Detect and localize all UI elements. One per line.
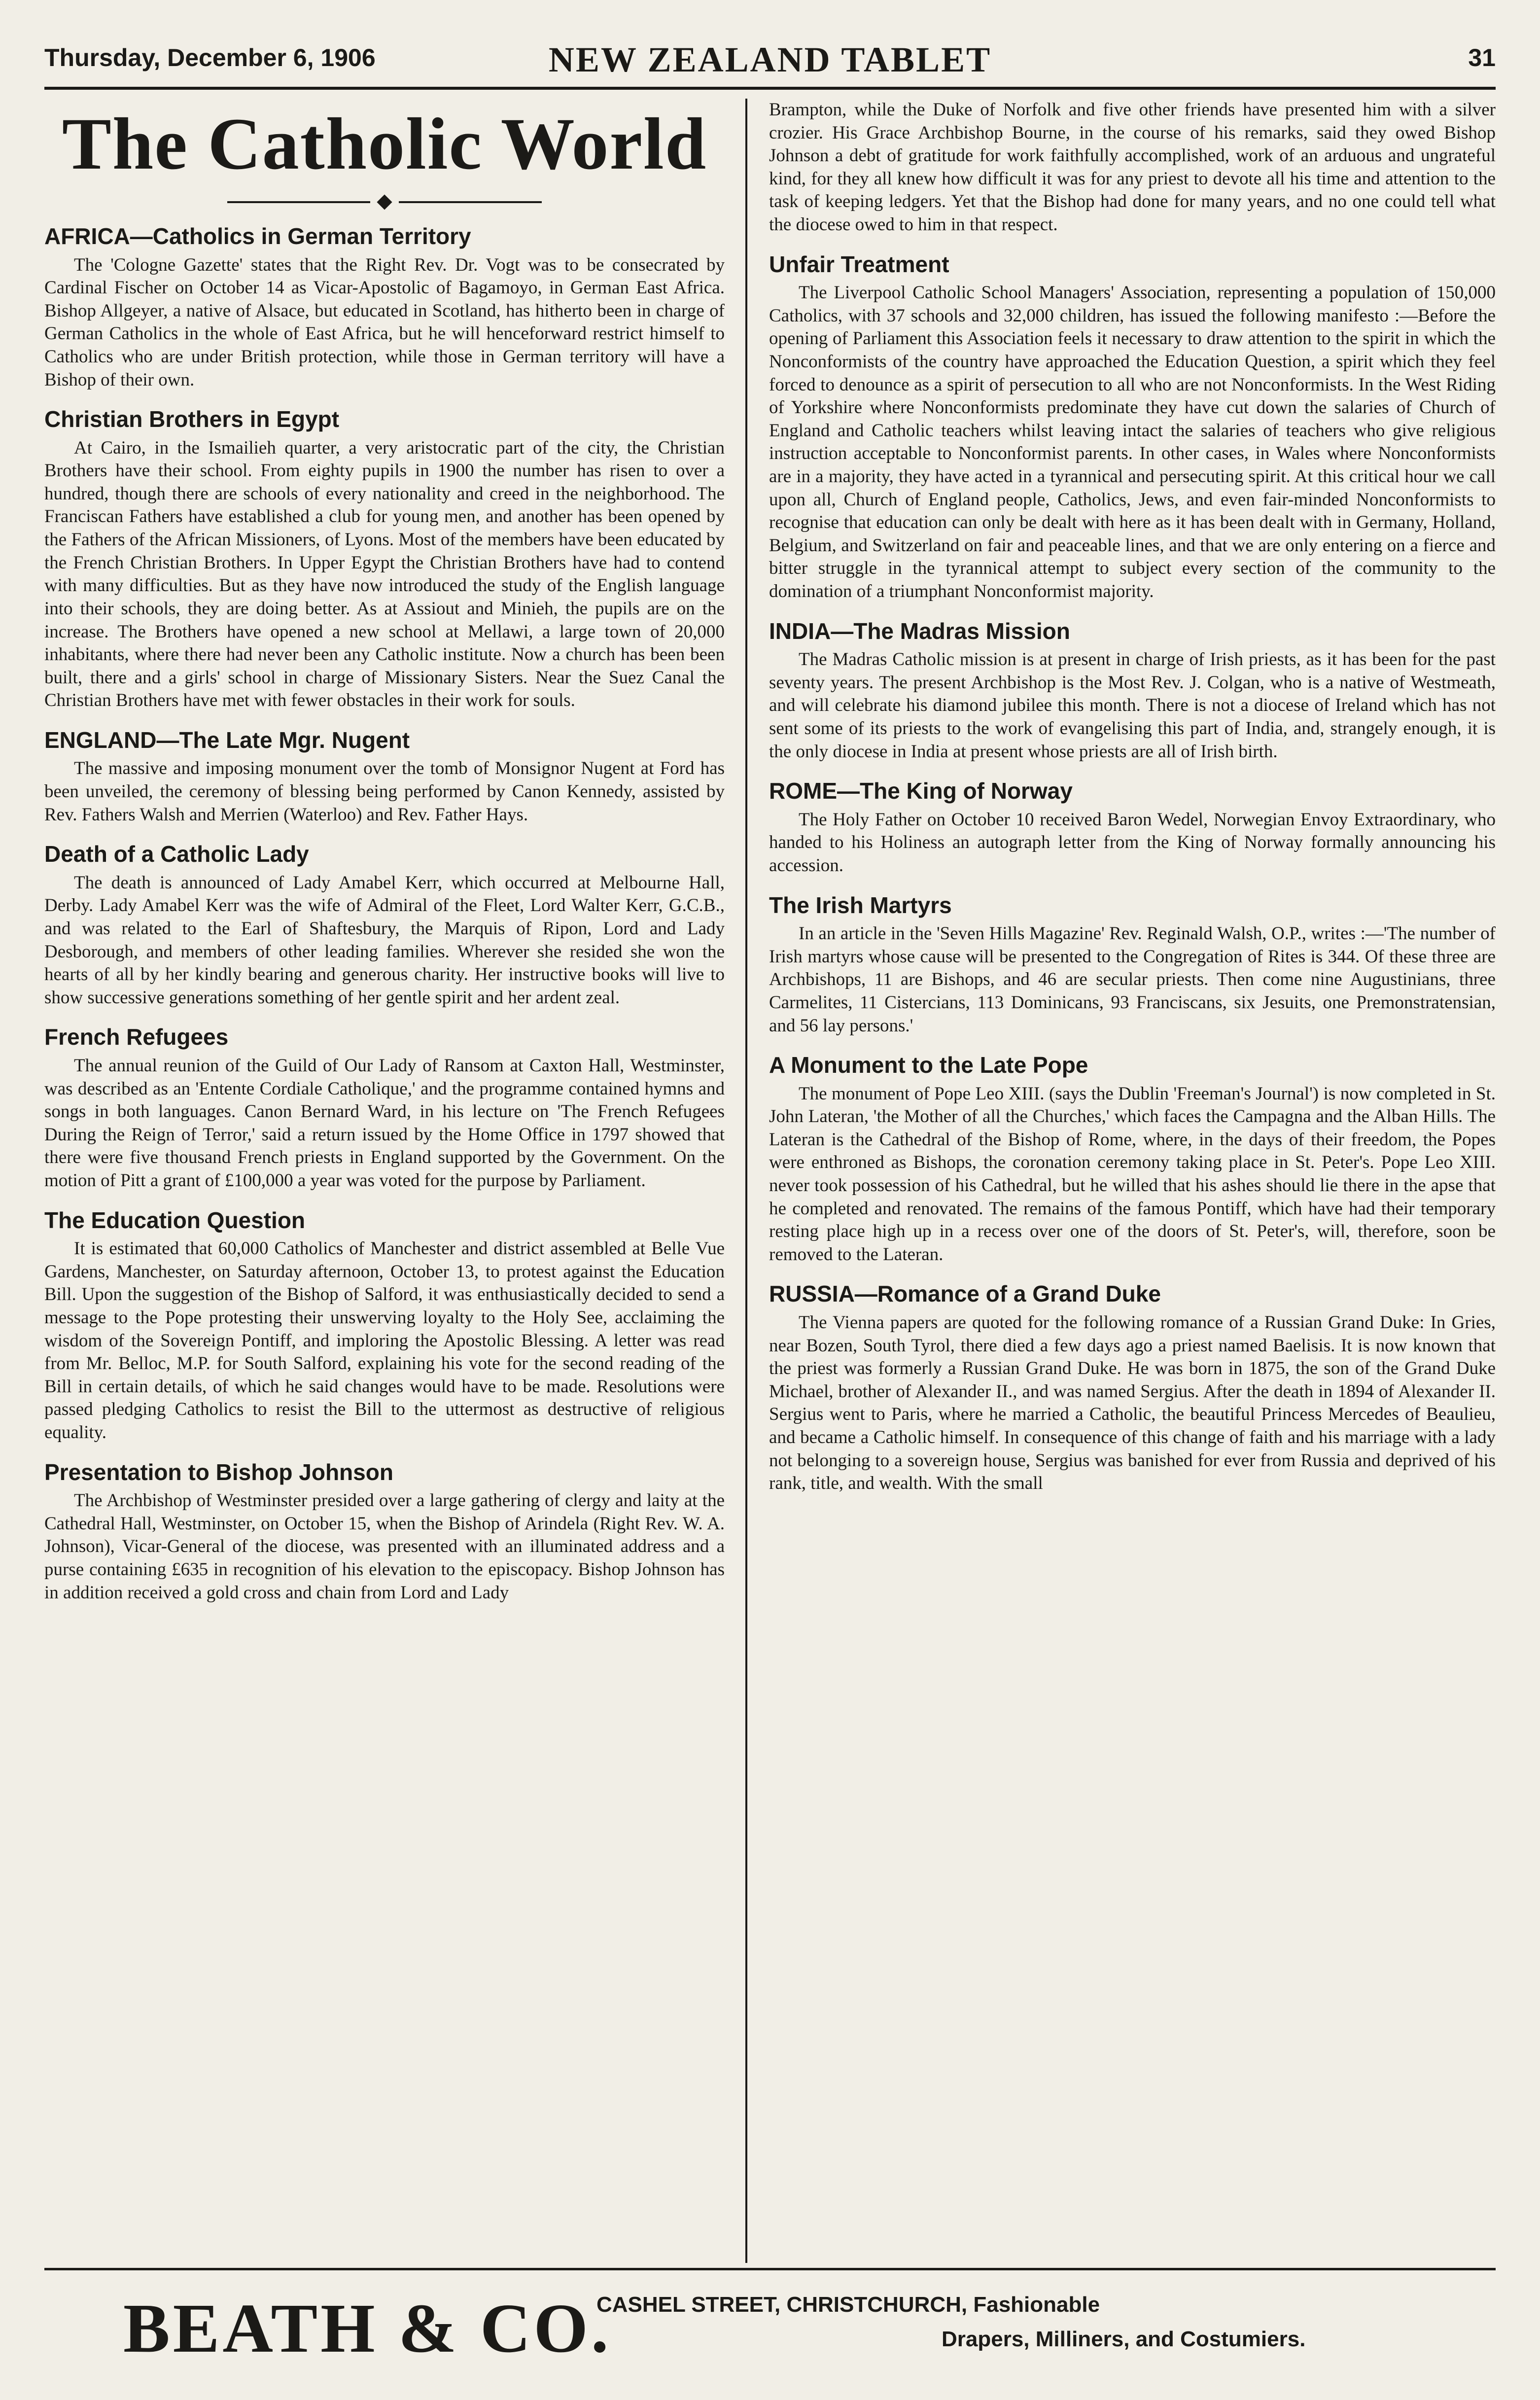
article-heading: ROME—The King of Norway <box>769 778 1073 804</box>
article-heading: AFRICA—Catholics in German Territory <box>44 223 471 249</box>
right-column <box>769 99 1496 2258</box>
left-articles <box>44 222 725 1604</box>
advertiser-address: CASHEL STREET, CHRISTCHURCH, Fashionable <box>596 2293 1100 2317</box>
article-heading: INDIA—The Madras Mission <box>769 618 1070 644</box>
article <box>44 726 725 826</box>
right-articles <box>769 99 1496 1495</box>
article-heading: RUSSIA—Romance of a Grand Duke <box>769 1281 1161 1307</box>
article-heading: Presentation to Bishop Johnson <box>44 1459 393 1485</box>
article-heading: The Irish Martyrs <box>769 892 952 918</box>
article-body: In an article in the 'Seven Hills Magazine' Rev. Reginald Walsh, O.P., writes :—'The number of Irish martyrs whose cause will be presented to the Congregation of Rites is 344. Of these three are Archbishops, 11 are Bishops, and 46 are secular priests. Then come nine Augustinians, three Carmelites, 11 Cistercians, 113 Dominicans, 93 Franciscans, six Jesuits, one Premonstratensian, and 56 lay persons.' <box>769 923 1496 1036</box>
left-column <box>44 99 725 2258</box>
article-body: The 'Cologne Gazette' states that the Right Rev. Dr. Vogt was to be consecrated by Cardinal Fischer on October 14 as Vicar-Apostolic of Bagamoyo, in German East Africa. Bishop Allgeyer, a native of Alsace, but educated in Scotland, has hitherto been in charge of German Catholics in the whole of East Africa, but he will henceforward restrict himself to Catholics who are under British protection, while those in German territory will have a Bishop of their own. <box>44 254 725 390</box>
advertisement-footer <box>44 2278 1496 2366</box>
article <box>44 1206 725 1445</box>
article-body: The Liverpool Catholic School Managers' Association, representing a population of 150,000 Catholics, with 37 schools and 32,000 children, has issued the following manifesto :—Before the opening of Parliament this Association feels it necessary to draw attention to the spirit in which the Nonconformists of the country have approached the Education Question, a spirit which they feel forced to denounce as a spirit of persecution to all who are not Nonconformists. In the West Riding of Yorkshire where Nonconformists predominate they have cut down the salaries of Church of England and Catholic teachers whilst leaving intact the salaries of teachers who give religious instruction acceptable to Nonconformist parents. In other cases, in Wales where Nonconformists are in a majority, they have acted in a tyrannical and persecuting spirit. At this critical hour we call upon all, Church of England people, Catholics, Jews, and even fair-minded Nonconformists to recognise that education can only be dealt with here as it has been dealt with in Germany, Holland, Belgium, and Switzerland on fair and peaceable lines, and that we are only entering on a fierce and bitter struggle in the tyrannical attempt to subject every section of the community to the domination of a triumphant Nonconformist majority. <box>769 282 1496 602</box>
advertiser-name: BEATH & CO. <box>123 2289 612 2367</box>
page-header <box>44 39 1496 84</box>
article-body: The Holy Father on October 10 received Baron Wedel, Norwegian Envoy Extraordinary, who handed to his Holiness an autograph letter from the King of Norway formally announcing his accession. <box>769 809 1496 876</box>
article-body: The Madras Catholic mission is at present in charge of Irish priests, as it has been for the past seventy years. The present Archbishop is the Most Rev. J. Colgan, who is a native of Westmeath, and will celebrate his diamond jubilee this month. There is not a diocese of Ireland which has not sent some of its priests to the work of evangelising this part of India, and, strangely enough, it is the only diocese in India at present whose priests are all of Irish birth. <box>769 649 1496 762</box>
header-rule <box>44 87 1496 90</box>
article <box>769 617 1496 764</box>
issue-date: Thursday, December 6, 1906 <box>44 44 376 71</box>
article <box>769 777 1496 877</box>
article-heading: Unfair Treatment <box>769 251 949 277</box>
advertiser-trades: Drapers, Milliners, and Costumiers. <box>942 2327 1306 2351</box>
article <box>44 1458 725 1605</box>
article-body: The Archbishop of Westminster presided over a large gathering of clergy and laity at the Cathedral Hall, Westminster, on October 15, when the Bishop of Arindela (Right Rev. W. A. Johnson), Vicar-General of the diocese, was presented with an illuminated address and a purse containing £635 in recognition of his elevation to the episcopacy. Bishop Johnson has in addition received a gold cross and chain from Lord and Lady <box>44 1490 725 1603</box>
article-heading: French Refugees <box>44 1024 229 1050</box>
article <box>769 1280 1496 1495</box>
article-body: At Cairo, in the Ismailieh quarter, a very aristocratic part of the city, the Christian Brothers have their school. From eighty pupils in 1900 the number has risen to over a hundred, though there are schools of every nationality and creed in the neighborhood. The Franciscan Fathers have established a club for young men, and another has been opened by the Fathers of the African Missioners, of Lyons. Most of the members have been educated by the French Christian Brothers. In Upper Egypt the Christian Brothers have had to contend with many difficulties. But as they have now introduced the study of the English language into their schools, they are doing better. As at Assiout and Minieh, the pupils are on the increase. The Brothers have opened a new school at Mellawi, a large town of 20,000 inhabitants, where there had never been any Catholic institute. Now a church has been been built, there and a girls' school in charge of Missionary Sisters. Near the Suez Canal the Christian Brothers have met with fewer obstacles in their work for souls. <box>44 437 725 711</box>
article <box>44 1023 725 1192</box>
article-heading: The Education Question <box>44 1207 306 1233</box>
diamond-icon <box>377 194 392 210</box>
article <box>44 405 725 712</box>
article-heading: A Monument to the Late Pope <box>769 1052 1088 1078</box>
article <box>769 891 1496 1038</box>
article-body: The death is announced of Lady Amabel Kerr, which occurred at Melbourne Hall, Derby. Lady Amabel Kerr was the wife of Admiral of the Fleet, Lord Walter Kerr, G.C.B., and was related to the Earl of Shaftesbury, the Marquis of Ripon, Lord and Lady Desborough, and members of other leading families. Wherever she resided she won the hearts of all by her kindly bearing and generous charity. Her instructive books will live to show successive generations something of her gentle spirit and her ardent zeal. <box>44 872 725 1008</box>
article-body: Brampton, while the Duke of Norfolk and five other friends have presented him with a silver crozier. His Grace Archbishop Bourne, in the course of his remarks, said they owed Bishop Johnson a debt of gratitude for work faithfully accomplished, work of an arduous and ungrateful kind, for they all knew how difficult it was for any priest to devote all his time and attention to the task of keeping ledgers. Yet that the Bishop had done for many years, and no one could tell what the diocese owed to him in that respect. <box>769 100 1496 235</box>
article-body: The Vienna papers are quoted for the following romance of a Russian Grand Duke: In Gries, near Bozen, South Tyrol, there died a few days ago a priest named Baelisis. It is now known that the priest was formerly a Russian Grand Duke. He was born in 1875, the son of the Grand Duke Michael, brother of Alexander II., and was named Sergius. After the death in 1894 of Alexander II. Sergius went to Paris, where he married a Catholic, the beautiful Princess Mercedes of Beaulieu, and became a Catholic himself. In consequence of this change of faith and his marriage with a lady not belonging to a sovereign house, Sergius was banished for ever from Russia and deprived of his rank, title, and wealth. With the small <box>769 1312 1496 1494</box>
article-heading: Christian Brothers in Egypt <box>44 406 340 432</box>
page-number: 31 <box>1468 44 1496 71</box>
article <box>44 222 725 391</box>
ornament-line-left <box>227 201 370 203</box>
article-heading: Death of a Catholic Lady <box>44 841 309 867</box>
article <box>769 1051 1496 1266</box>
ornament-line-right <box>399 201 542 203</box>
article <box>769 250 1496 603</box>
article-heading: ENGLAND—The Late Mgr. Nugent <box>44 727 410 753</box>
article <box>769 99 1496 237</box>
column-divider <box>745 99 747 2263</box>
column-title-block <box>44 104 725 208</box>
title-ornament <box>44 197 725 208</box>
article-body: The massive and imposing monument over the tomb of Monsignor Nugent at Ford has been unveiled, the ceremony of blessing being performed by Canon Kennedy, assisted by Rev. Fathers Walsh and Merrien (Waterloo) and Rev. Father Hays. <box>44 758 725 825</box>
column-title: The Catholic World <box>62 103 707 185</box>
article-body: The annual reunion of the Guild of Our Lady of Ransom at Caxton Hall, Westminster, was described as an 'Entente Cordiale Catholique,' and the programme contained hymns and songs in both languages. Canon Bernard Ward, in his lecture on 'The French Refugees During the Reign of Terror,' said a return issued by the Home Office in 1797 showed that there were five thousand French priests in England supported by the Government. On the motion of Pitt a grant of £100,000 a year was voted for the purpose by Parliament. <box>44 1055 725 1191</box>
article-body: The monument of Pope Leo XIII. (says the Dublin 'Freeman's Journal') is now completed in St. John Lateran, 'the Mother of all the Churches,' which faces the Campagna and the Alban Hills. The Lateran is the Cathedral of the Bishop of Rome, where, in the days of their freedom, the Popes were enthroned as Bishops, the coronation ceremony taking place in St. Peter's. Pope Leo XIII. never took possession of his Cathedral, but he willed that his ashes should lie there in the apse that he completed and renovated. The remains of the famous Pontiff, which have had their temporary resting place high up in a recess over one of the doors of St. Peter's, will, therefore, soon be removed to the Lateran. <box>769 1083 1496 1265</box>
newspaper-title: NEW ZEALAND TABLET <box>548 40 992 79</box>
article-body: It is estimated that 60,000 Catholics of Manchester and district assembled at Belle Vue Gardens, Manchester, on Saturday afternoon, October 13, to protest against the Education Bill. Upon the suggestion of the Bishop of Salford, it was enthusiastically decided to send a message to the Pope protesting their unswerving loyalty to the Holy See, acclaiming the wisdom of the Sovereign Pontiff, and imploring the Apostolic Blessing. A letter was read from Mr. Belloc, M.P. for South Salford, explaining his vote for the second reading of the Bill in certain details, of which he said changes would have to be made. Resolutions were passed pledging Catholics to resist the Bill to the uttermost as destructive of religious equality. <box>44 1238 725 1443</box>
footer-rule <box>44 2268 1496 2270</box>
article <box>44 840 725 1009</box>
